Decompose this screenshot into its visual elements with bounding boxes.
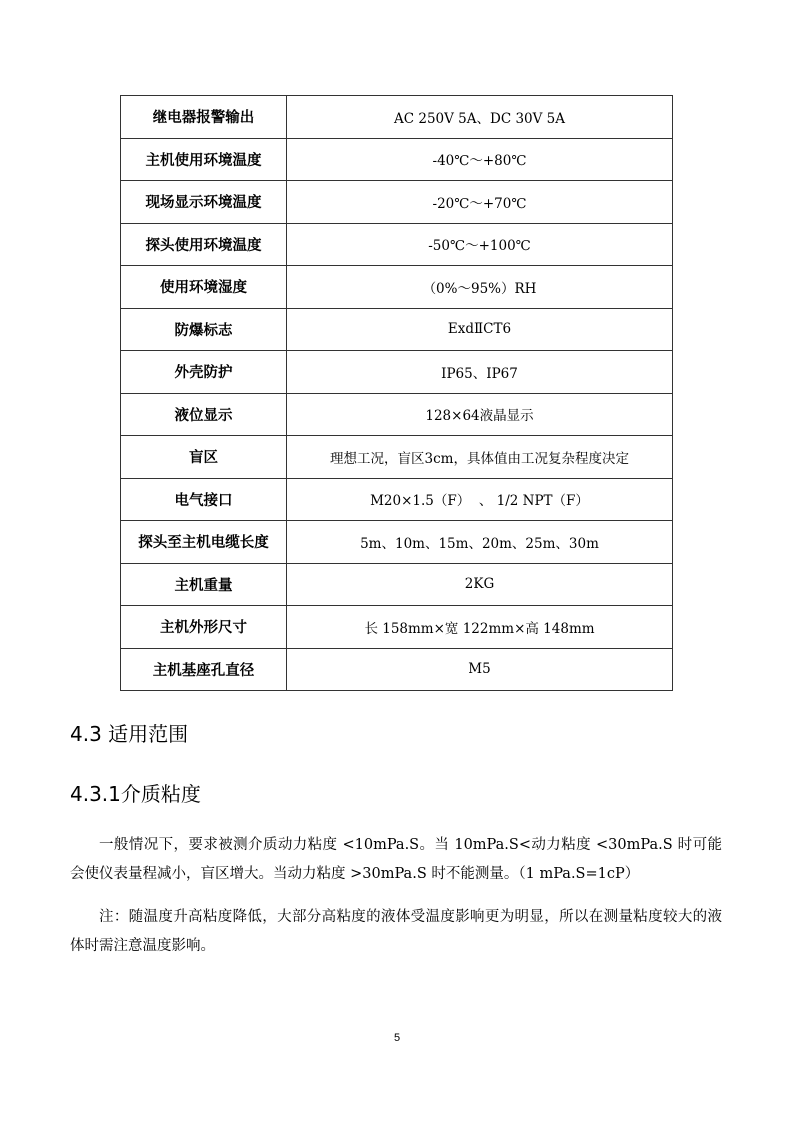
table-row xyxy=(121,648,673,691)
row-label: 主机使用环境温度 xyxy=(121,138,287,181)
row-value: M20×1.5（F） 、 1/2 NPT（F） xyxy=(287,478,673,521)
table-row xyxy=(121,308,673,351)
row-label: 探头使用环境温度 xyxy=(121,223,287,266)
row-value: ExdⅡCT6 xyxy=(287,308,673,351)
row-value: M5 xyxy=(287,648,673,691)
row-label: 探头至主机电缆长度 xyxy=(121,521,287,564)
section-heading-4-3: 4.3 适用范围 xyxy=(70,722,189,746)
row-value: 理想工况，盲区3cm，具体值由工况复杂程度决定 xyxy=(287,436,673,479)
row-value: （0%～95%）RH xyxy=(287,266,673,309)
row-label: 电气接口 xyxy=(121,478,287,521)
row-label: 外壳防护 xyxy=(121,351,287,394)
row-value: -40℃～+80℃ xyxy=(287,138,673,181)
row-value: -50℃～+100℃ xyxy=(287,223,673,266)
section-heading-4-3-1: 4.3.1介质粘度 xyxy=(70,782,201,806)
row-value: AC 250V 5A、DC 30V 5A xyxy=(287,96,673,139)
row-value: 128×64液晶显示 xyxy=(287,393,673,436)
table-row xyxy=(121,181,673,224)
row-label: 现场显示环境温度 xyxy=(121,181,287,224)
table-row xyxy=(121,96,673,139)
row-label: 主机外形尺寸 xyxy=(121,606,287,649)
row-value: IP65、IP67 xyxy=(287,351,673,394)
page-number: 5 xyxy=(393,1032,401,1044)
table-row xyxy=(121,563,673,606)
row-label: 主机基座孔直径 xyxy=(121,648,287,691)
table-row xyxy=(121,478,673,521)
table-row xyxy=(121,393,673,436)
table-row xyxy=(121,266,673,309)
table-row xyxy=(121,606,673,649)
paragraph-viscosity: 一般情况下，要求被测介质动力粘度 <10mPa.S。当 10mPa.S<动力粘度 <30mPa.S 时可能会使仪表量程减小，盲区增大。当动力粘度 >30mPa.S 时不能测量。（1 mPa.S=1cP） xyxy=(70,837,722,882)
row-label: 主机重量 xyxy=(121,563,287,606)
table-row xyxy=(121,223,673,266)
row-label: 继电器报警输出 xyxy=(121,96,287,139)
row-label: 防爆标志 xyxy=(121,308,287,351)
table-row xyxy=(121,521,673,564)
row-value: 2KG xyxy=(287,563,673,606)
row-label: 液位显示 xyxy=(121,393,287,436)
row-value: -20℃～+70℃ xyxy=(287,181,673,224)
table-row xyxy=(121,351,673,394)
row-value: 5m、10m、15m、20m、25m、30m xyxy=(287,521,673,564)
paragraph-note: 注：随温度升高粘度降低，大部分高粘度的液体受温度影响更为明显，所以在测量粘度较大的液体时需注意温度影响。 xyxy=(70,909,722,954)
row-value: 长 158mm×宽 122mm×高 148mm xyxy=(287,606,673,649)
row-label: 盲区 xyxy=(121,436,287,479)
row-label: 使用环境湿度 xyxy=(121,266,287,309)
spec-table xyxy=(120,95,673,691)
table-row xyxy=(121,138,673,181)
table-row xyxy=(121,436,673,479)
